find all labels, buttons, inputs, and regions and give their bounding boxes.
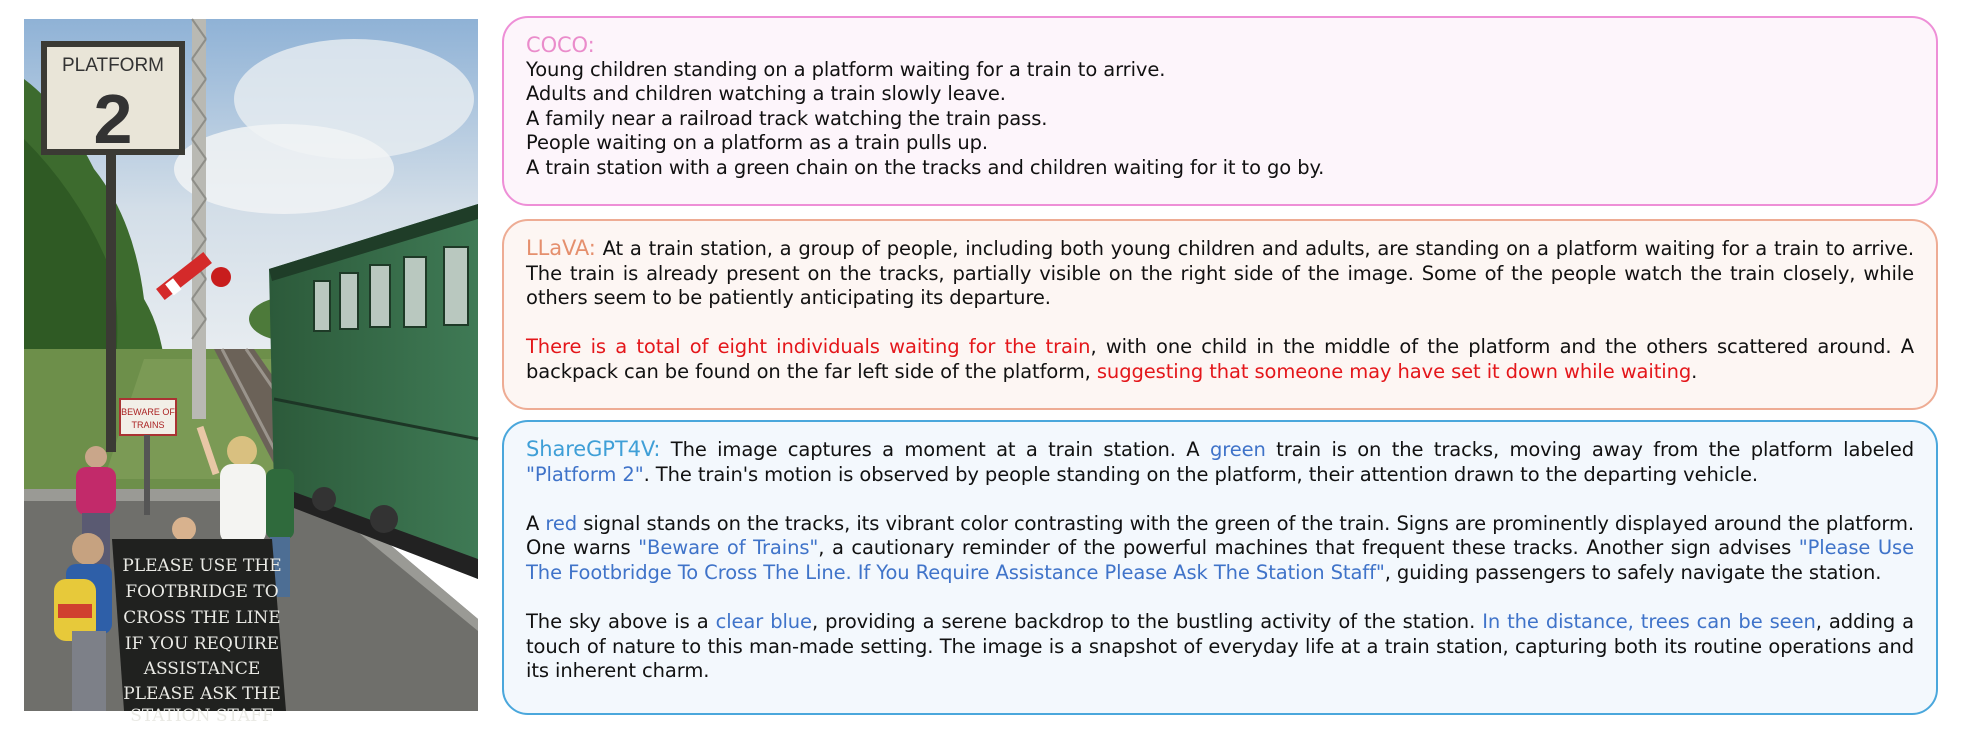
share-text-1c: . The train's motion is observed by people standing on the platform, their attention drawn to the departing vehicle.: [643, 462, 1758, 486]
share-text-2d: , guiding passengers to safely navigate the station.: [1384, 560, 1882, 584]
share-text-2b: signal stands on the tracks, its vibrant color contrasting with the green of the train. Signs are prominently displayed around the platform. One warns: [526, 511, 1914, 560]
chalkboard-line-4: IF YOU REQUIRE: [124, 634, 280, 654]
signal-lamp: [211, 267, 231, 287]
share-highlight-green: green: [1209, 438, 1266, 461]
share-text-1b: train is on the tracks, moving away from the platform labeled: [1265, 438, 1914, 461]
coco-caption-box: [502, 16, 1938, 206]
llava-hallucination-2: suggesting that someone may have set it down while waiting: [1096, 359, 1692, 383]
share-highlight-clear-blue: clear blue: [715, 610, 812, 634]
sharegpt4v-caption-box: [502, 420, 1938, 715]
share-text-2a: A: [526, 511, 546, 535]
llava-label: LLaVA:: [526, 236, 596, 260]
share-text-2c: , a cautionary reminder of the powerful machines that frequent these tracks. Another sign advises: [818, 536, 1799, 560]
share-highlight-red: red: [545, 511, 578, 535]
coco-label: COCO:: [526, 33, 595, 57]
sharegpt4v-label: ShareGPT4V:: [526, 437, 661, 461]
llava-text-3: .: [1691, 359, 1698, 383]
share-text-3c: , adding a touch of nature to this man-made setting. The image is a snapshot of everyday life at a train station, capturing both its routine operations and its inherent charm.: [526, 610, 1914, 683]
share-highlight-platform: "Platform 2": [526, 462, 644, 486]
coco-caption-3: A family near a railroad track watching the train pass.: [526, 106, 1048, 130]
share-highlight-trees: In the distance, trees can be seen: [1482, 610, 1816, 634]
share-text-3a: The sky above is a: [526, 610, 716, 634]
chalkboard-line-3: CROSS THE LINE: [123, 608, 281, 628]
llava-caption-box: [502, 219, 1938, 410]
llava-text-2: , with one child in the middle of the platform and the others scattered around. A backpack can be found on the far left side of the platform,: [526, 335, 1914, 383]
llava-hallucination-1: There is a total of eight individuals waiting for the train: [526, 335, 1091, 359]
platform-sign-number: 2: [93, 80, 133, 158]
share-text-3b: , providing a serene backdrop to the bustling activity of the station.: [811, 610, 1483, 634]
coco-caption-2: Adults and children watching a train slowly leave.: [526, 82, 1006, 106]
sharegpt4v-paragraph-2: [526, 512, 1914, 586]
share-highlight-beware: "Beware of Trains": [638, 536, 819, 560]
coco-caption-1: Young children standing on a platform waiting for a train to arrive.: [526, 57, 1166, 81]
chalkboard-line-2: FOOTBRIDGE TO: [125, 582, 279, 602]
coco-caption-4: People waiting on a platform as a train pulls up.: [526, 131, 988, 155]
share-text-1a: The image captures a moment at a train station. A: [660, 438, 1210, 461]
chalkboard-line-7: STATION STAFF: [130, 706, 274, 726]
signal-mast: [192, 19, 206, 419]
beware-sign-line-2: TRAINS: [131, 420, 165, 430]
train-station-photo: [24, 19, 478, 726]
chalkboard-line-6: PLEASE ASK THE: [123, 684, 281, 704]
coco-caption-5: A train station with a green chain on the tracks and children waiting for it to go by.: [526, 155, 1325, 179]
sharegpt4v-paragraph-1: [526, 437, 1914, 487]
photo-illustration: [24, 19, 478, 726]
llava-paragraph-2: [526, 335, 1914, 384]
platform-sign-label: PLATFORM: [61, 55, 165, 76]
llava-paragraph-1: [526, 236, 1914, 311]
sharegpt4v-paragraph-3: [526, 610, 1914, 684]
share-highlight-footbridge: "Please Use The Footbridge To Cross The Line. If You Require Assistance Please Ask The Station Staff": [526, 536, 1914, 584]
beware-sign-line-1: BEWARE OF: [121, 407, 175, 417]
llava-text-1: At a train station, a group of people, including both young children and adults, are standing on a platform waiting for a train to arrive. The train is already present on the tracks, partially visible on the right side of the image. Some of the people watch the train closely, while others seem to be patiently anticipating its departure.: [526, 237, 1914, 310]
chalkboard-line-5: ASSISTANCE: [143, 659, 261, 679]
chalkboard-line-1: PLEASE USE THE: [122, 556, 282, 576]
